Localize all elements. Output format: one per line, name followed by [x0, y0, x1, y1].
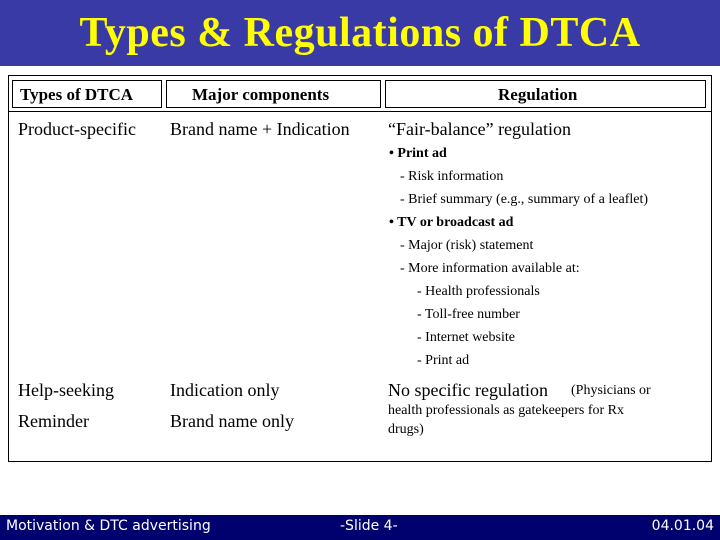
- footer-slide-number: -Slide 4-: [340, 518, 398, 534]
- row-regulation-product-specific: “Fair-balance” regulation: [388, 119, 572, 139]
- detail-internet-website: - Internet website: [417, 330, 515, 345]
- row-type-product-specific: Product-specific: [18, 119, 136, 139]
- regulation-note-line-3: drugs): [388, 422, 424, 437]
- footer-date: 04.01.04: [651, 518, 714, 534]
- row-type-help-seeking: Help-seeking: [18, 380, 114, 400]
- footer-left-text: Motivation & DTC advertising: [6, 518, 211, 534]
- slide-title: Types & Regulations of DTCA: [79, 10, 641, 56]
- regulation-note-line-2: health professionals as gatekeepers for Rx: [388, 403, 624, 418]
- detail-major-risk-statement: - Major (risk) statement: [400, 238, 534, 253]
- detail-risk-information: - Risk information: [400, 169, 504, 184]
- row-regulation-help-seeking: No specific regulation: [388, 380, 548, 400]
- row-component-reminder: Brand name only: [170, 411, 294, 431]
- detail-tv-broadcast-ad: • TV or broadcast ad: [389, 215, 514, 230]
- detail-print-ad-source: - Print ad: [417, 353, 470, 368]
- regulation-note-line-1: (Physicians or: [571, 383, 651, 398]
- detail-toll-free-number: - Toll-free number: [417, 307, 520, 322]
- header-types: Types of DTCA: [20, 85, 134, 104]
- header-regulation: Regulation: [498, 85, 578, 104]
- header-components: Major components: [192, 85, 330, 104]
- detail-more-information: - More information available at:: [400, 261, 580, 276]
- row-component-product-specific: Brand name + Indication: [170, 119, 350, 139]
- detail-health-professionals: - Health professionals: [417, 284, 540, 299]
- header-divider: [8, 111, 712, 112]
- footer-bar: [0, 515, 720, 540]
- row-type-reminder: Reminder: [18, 411, 89, 431]
- detail-print-ad: • Print ad: [389, 146, 447, 161]
- detail-brief-summary: - Brief summary (e.g., summary of a leaflet): [400, 192, 649, 207]
- row-component-help-seeking: Indication only: [170, 380, 280, 400]
- title-bar: [0, 0, 720, 66]
